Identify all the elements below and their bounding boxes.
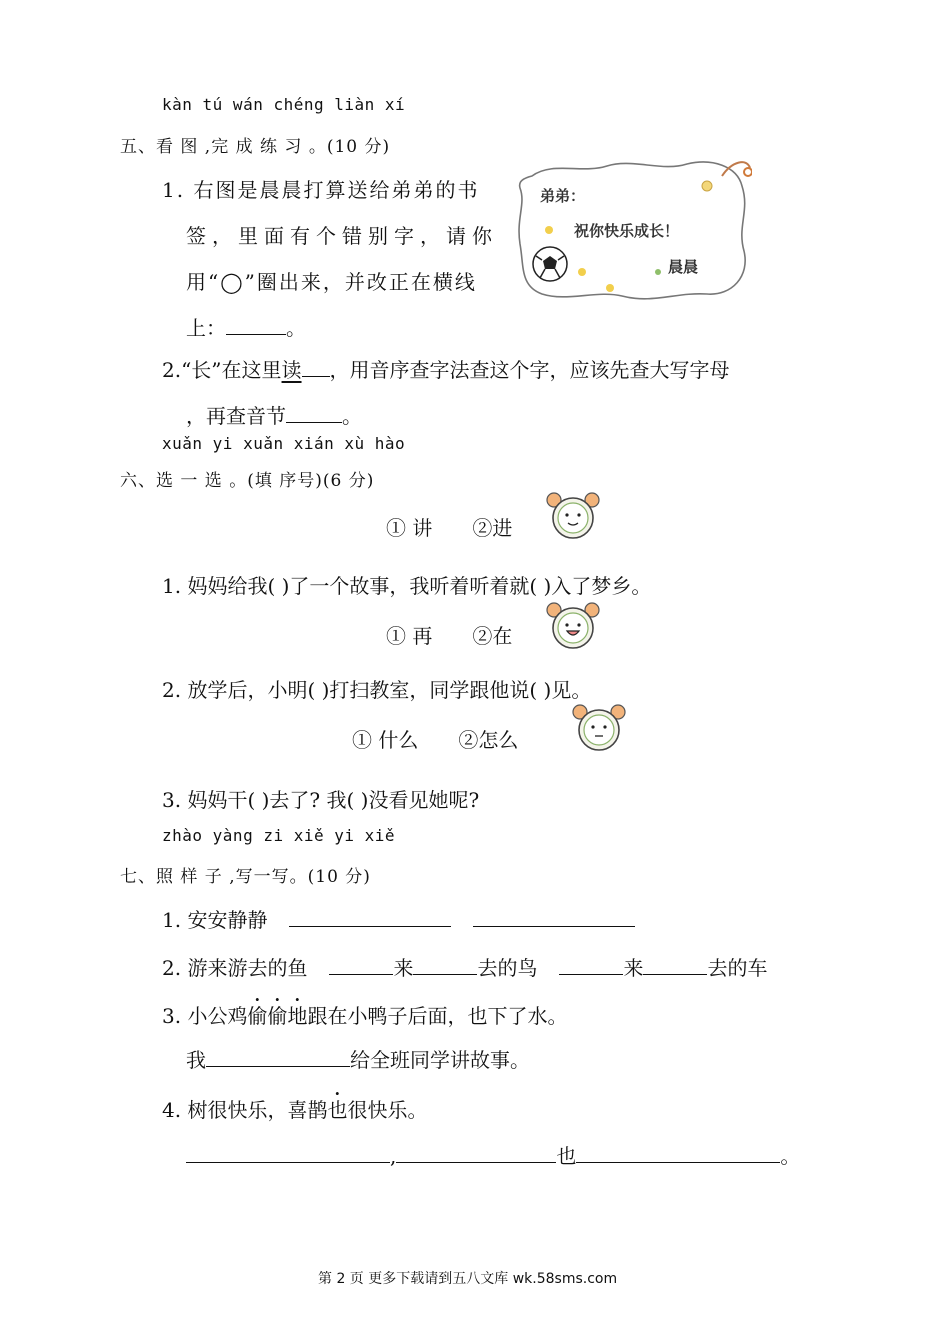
alarm-clock-icon bbox=[544, 600, 604, 652]
emphasis-char: 地 bbox=[287, 1004, 308, 1028]
s7-q3-line2-suffix: 给全班同学讲故事。 bbox=[350, 1048, 530, 1072]
s5-q2-prefix: 2.“长”在这里 bbox=[162, 358, 282, 382]
options-row-1 bbox=[386, 512, 512, 541]
answer-blank[interactable] bbox=[413, 954, 477, 975]
page-footer: 第 2 页 更多下载请到五八文库 wk.58sms.com bbox=[318, 1271, 618, 1287]
option-b: ②进 bbox=[472, 516, 513, 540]
s7-q4 bbox=[162, 1094, 427, 1123]
s7-q2-lai2: 来 bbox=[623, 956, 644, 980]
card-recipient: 弟弟： bbox=[540, 187, 586, 205]
section5-heading: 五、看 图 ,完 成 练 习 。(10 分) bbox=[120, 137, 391, 157]
s7-q2-qu-bird: 去的鸟 bbox=[477, 956, 538, 980]
s5-q2-line1 bbox=[162, 354, 730, 383]
bookmark-card-illustration bbox=[512, 156, 752, 306]
answer-blank[interactable] bbox=[286, 402, 342, 423]
s7-q1 bbox=[162, 904, 635, 933]
alarm-clock-icon bbox=[570, 702, 630, 754]
card-signature: 晨晨 bbox=[668, 258, 699, 276]
s7-q2 bbox=[162, 952, 767, 981]
soccer-ball-icon bbox=[533, 247, 567, 281]
emphasis-char: 偷 bbox=[247, 1004, 268, 1028]
underlined-word: 读 bbox=[281, 358, 302, 382]
s7-q4-line2 bbox=[186, 1140, 800, 1169]
answer-blank[interactable] bbox=[576, 1142, 780, 1163]
option-a: ① 再 bbox=[386, 624, 433, 648]
s7-q3-line2-prefix: 我 bbox=[186, 1048, 206, 1072]
s7-q2-example: 2. 游来游去的鱼 bbox=[162, 956, 308, 980]
answer-blank[interactable] bbox=[206, 1046, 350, 1067]
s7-q2-qu-car: 去的车 bbox=[707, 956, 768, 980]
options-row-3 bbox=[352, 724, 518, 753]
section6-pinyin: xuǎn yi xuǎn xián xù hào bbox=[162, 434, 406, 453]
section7-pinyin: zhào yàng zi xiě yi xiě bbox=[162, 826, 396, 845]
answer-blank[interactable] bbox=[186, 1142, 390, 1163]
s7-q2-lai: 来 bbox=[393, 956, 414, 980]
option-b: ②在 bbox=[472, 624, 513, 648]
s5-q1-line3: 用“◯”圈出来，并改正在横线 bbox=[186, 270, 477, 294]
s7-q4-suffix: 很快乐。 bbox=[347, 1098, 428, 1122]
s7-q4-period: 。 bbox=[780, 1144, 801, 1168]
s6-q1: 1. 妈妈给我( )了一个故事，我听着听着就( )入了梦乡。 bbox=[162, 574, 652, 598]
options-row-2 bbox=[386, 620, 512, 649]
s7-q4-comma: , bbox=[390, 1144, 397, 1168]
option-a: ① 讲 bbox=[386, 516, 433, 540]
s7-q4-prefix: 4. 树很快乐，喜鹊 bbox=[162, 1098, 328, 1122]
answer-blank[interactable] bbox=[226, 314, 286, 335]
s6-q3: 3. 妈妈干( )去了? 我( )没看见她呢? bbox=[162, 788, 480, 812]
underline-tail bbox=[302, 356, 330, 377]
section6-heading: 六、选 一 选 。(填 序号)(6 分) bbox=[120, 471, 375, 491]
s6-q2: 2. 放学后，小明( )打扫教室，同学跟他说( )见。 bbox=[162, 678, 592, 702]
s5-q1-line1: 1. 右图是晨晨打算送给弟弟的书 bbox=[162, 178, 480, 202]
option-a: ① 什么 bbox=[352, 728, 419, 752]
answer-blank[interactable] bbox=[289, 906, 451, 927]
answer-blank[interactable] bbox=[643, 954, 707, 975]
s7-q3-line2 bbox=[186, 1044, 530, 1073]
emphasis-char: 偷 bbox=[267, 1004, 288, 1028]
card-wish: 祝你快乐成长！ bbox=[574, 222, 680, 240]
emphasis-char: 也 bbox=[327, 1098, 348, 1122]
s7-q3-prefix: 3. 小公鸡 bbox=[162, 1004, 248, 1028]
alarm-clock-icon bbox=[544, 490, 604, 542]
s7-q1-example: 1. 安安静静 bbox=[162, 908, 268, 932]
s7-q3-suffix: 跟在小鸭子后面，也下了水。 bbox=[307, 1004, 568, 1028]
s5-q1-prefix: 上： bbox=[186, 316, 226, 340]
s7-q3 bbox=[162, 1000, 567, 1029]
s5-q2-line2 bbox=[186, 400, 362, 429]
answer-blank[interactable] bbox=[329, 954, 393, 975]
section7-heading: 七、照 样 子 ,写一写。(10 分) bbox=[120, 867, 371, 887]
s5-q1-suffix: 。 bbox=[286, 316, 306, 340]
answer-blank[interactable] bbox=[559, 954, 623, 975]
answer-blank[interactable] bbox=[473, 906, 635, 927]
s5-q2-suffix: ，用音序查字法查这个字，应该先查大写字母 bbox=[329, 358, 730, 382]
s5-q2-line2-suffix: 。 bbox=[342, 404, 362, 428]
s7-q4-ye: 也 bbox=[556, 1144, 577, 1168]
option-b: ②怎么 bbox=[458, 728, 519, 752]
s5-q1-line2: 签，里面有个错别字，请你 bbox=[186, 224, 498, 248]
answer-blank[interactable] bbox=[396, 1142, 556, 1163]
section5-pinyin: kàn tú wán chéng liàn xí bbox=[162, 95, 406, 114]
s5-q1-line4 bbox=[186, 312, 306, 341]
s5-q2-line2-prefix: ，再查音节 bbox=[186, 404, 286, 428]
